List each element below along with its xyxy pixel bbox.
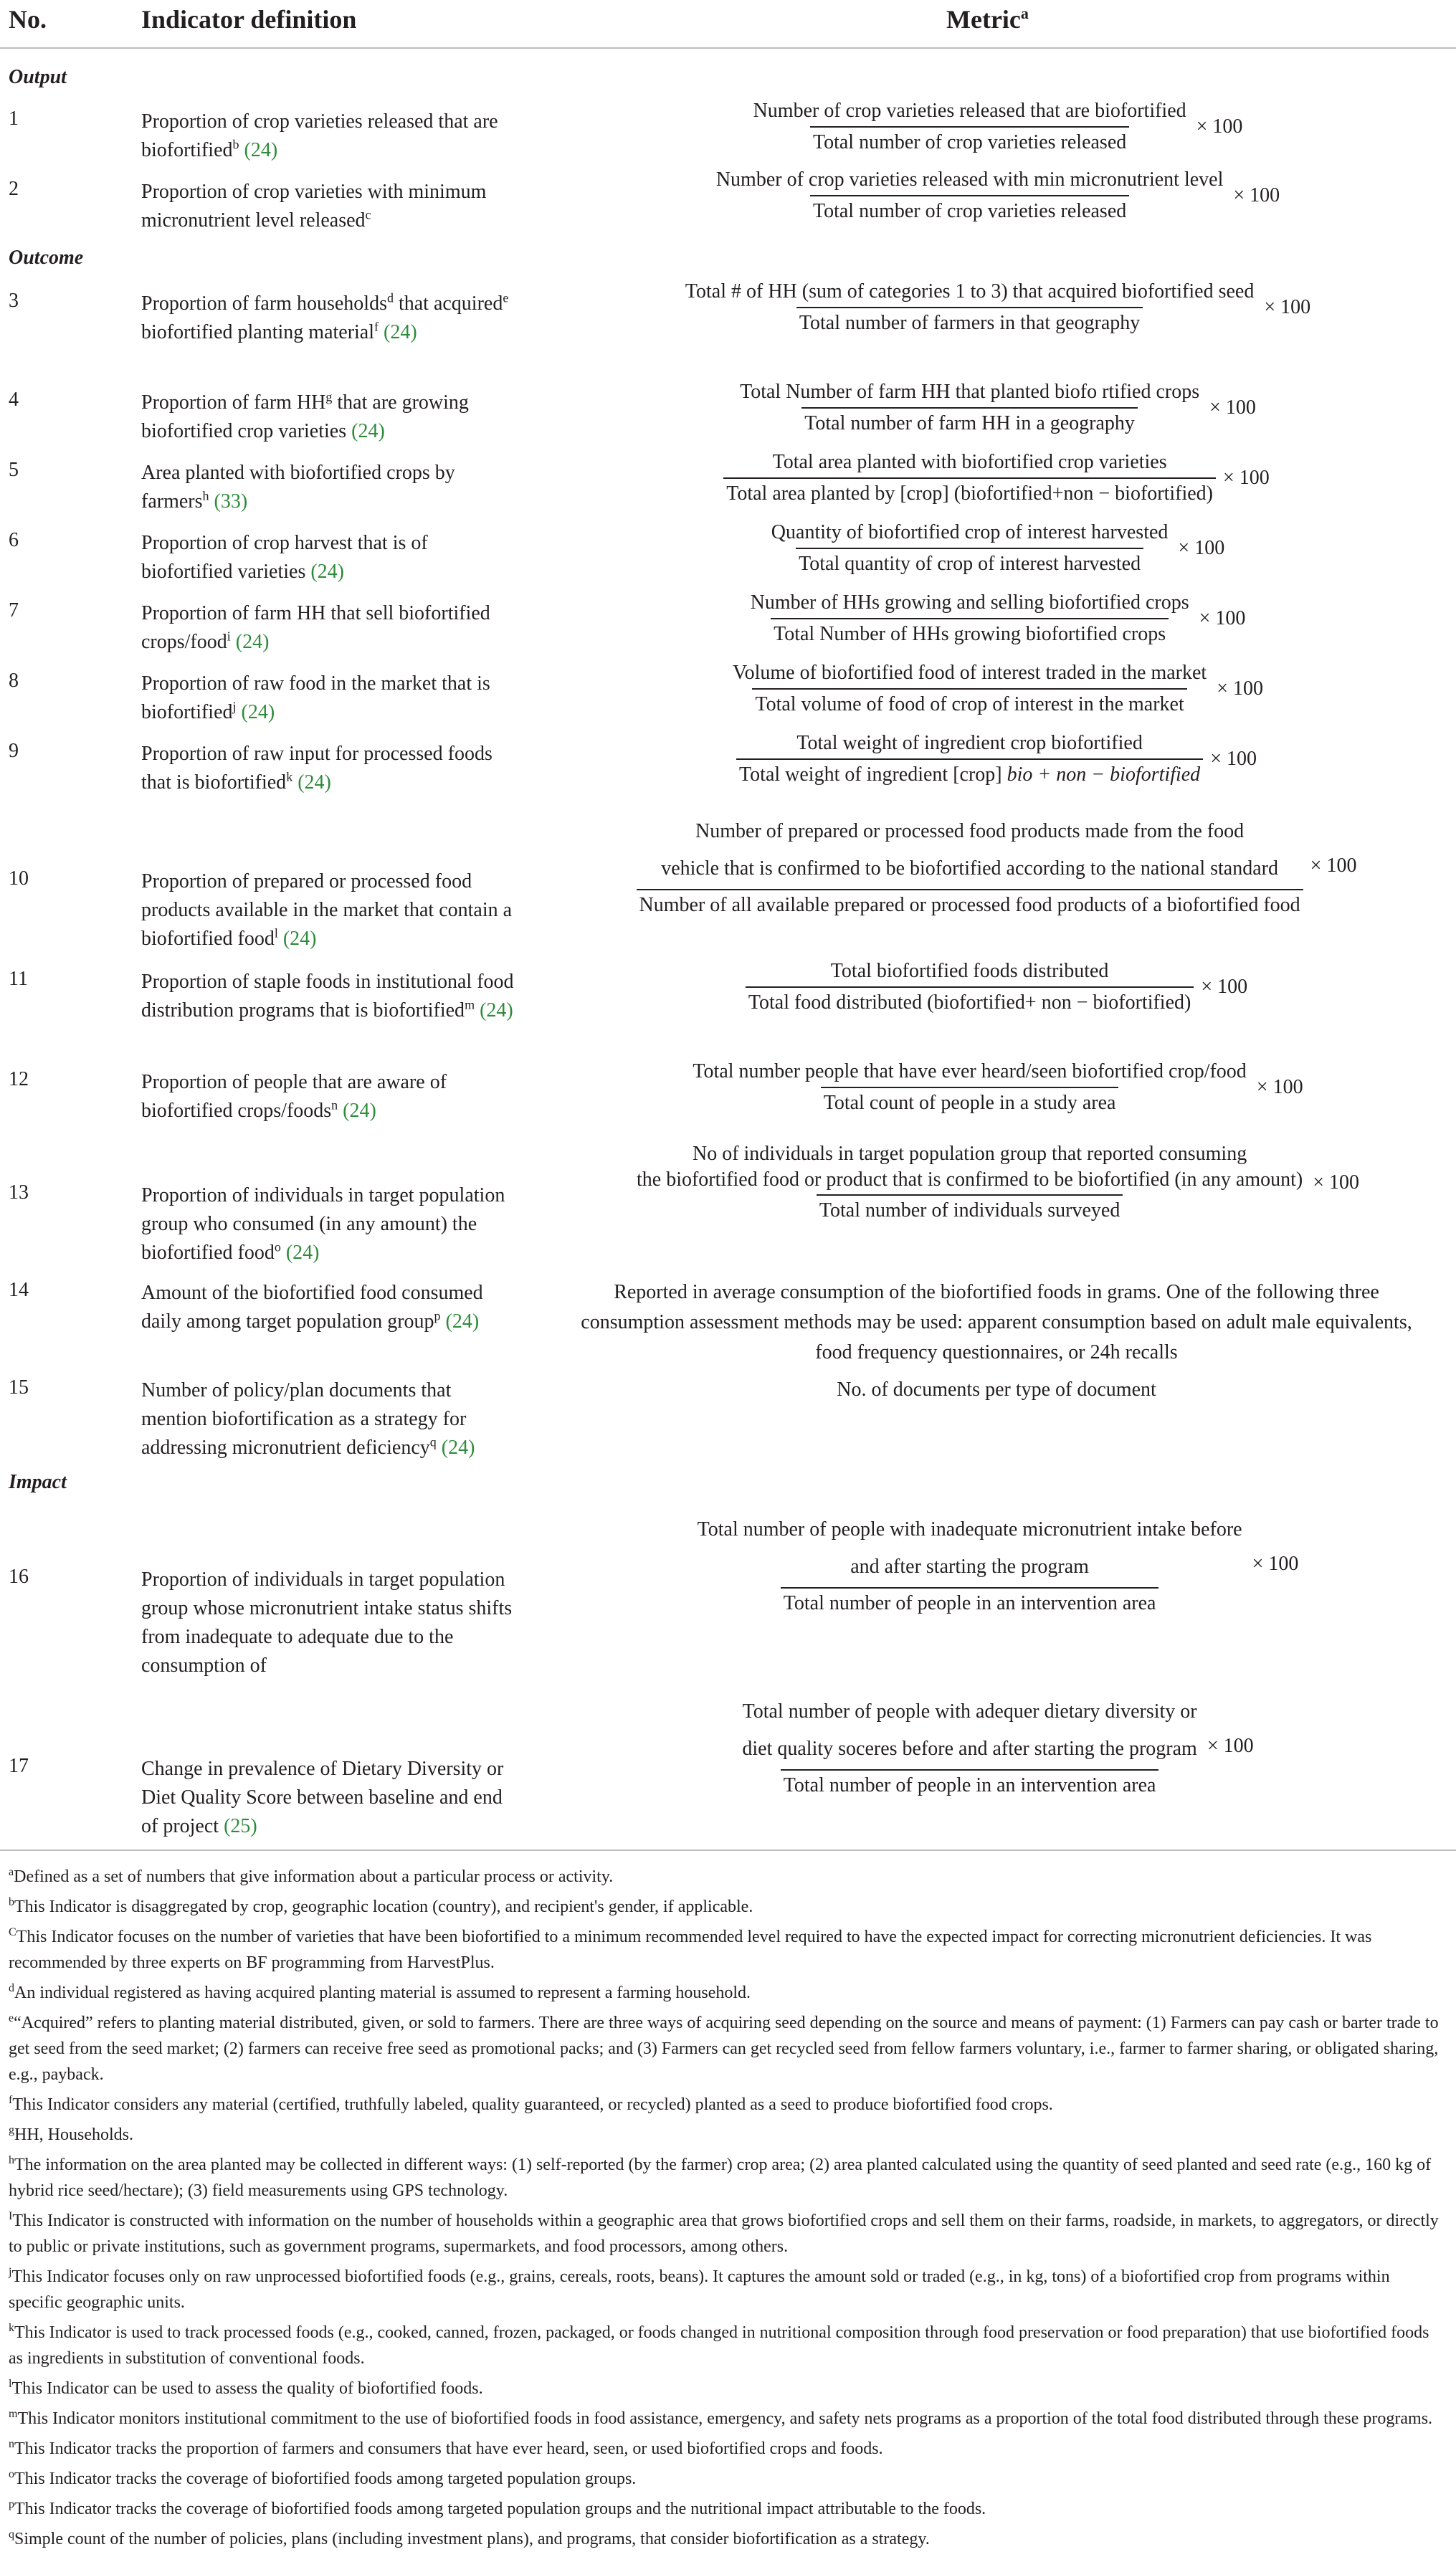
indicator-definition: Number of policy/plan documents that mention biofortification as a strategy for addressing micronutrient deficiency$^q$ (24)	[141, 1379, 475, 1459]
indicator-definition: Proportion of farm HH that sell biofortified crops/food$^i$ (24)	[141, 602, 490, 653]
footnote: $^j$This Indicator focuses only on raw unprocessed biofortified foods (e.g., grains, cereals, roots, beans). It captures the amount sold or traded (e.g., in kg, tons) of a biofortified crop from programs within specific geographic units.	[9, 2266, 1390, 2312]
indicator-definition: Proportion of farm households$^d$ that acquired$^e$ biofortified planting material$^f$ (24)	[141, 290, 509, 343]
citation-link[interactable]: (24)	[310, 561, 345, 583]
header-no: No.	[9, 5, 47, 34]
indicator-definition: Proportion of crop harvest that is of biofortified varieties (24)	[141, 532, 428, 583]
metric-formula: $\frac{\text{Total biofortified foods distributed}}{\text{Total food distributed (biofortified+ non − biofortified)}}$ × 100	[545, 958, 1448, 1016]
metric-formula: $\frac{\text{Number of crop varieties released that are biofortified}}{\text{Total number of crop varieties released}}$ × 100	[545, 97, 1448, 156]
metric-formula: No of individuals in target population group that reported consuming the biofortified food or product that is confirmed to be biofortified (in any amount) Total number of individuals surveyed × 100	[545, 1141, 1448, 1224]
metric-formula: Total number people that have ever heard/seen biofortified crop/food Total count of people in a study area × 100	[545, 1058, 1448, 1117]
metric-description: No. of documents per type of document	[837, 1379, 1156, 1401]
indicator-definition: Proportion of prepared or processed food products available in the market that contain a biofortified food$^l$ (24)	[141, 870, 513, 950]
citation-link[interactable]: (24)	[343, 1100, 376, 1122]
row-number: 8	[9, 670, 19, 692]
metric-formula: $\frac{\text{Volume of biofortified food of interest traded in the market}}{\text{Total volume of food of crop of interest in the market}}$ × 100	[545, 660, 1448, 718]
indicator-definition: Proportion of crop varieties with minimum micronutrient level released$^c$	[141, 181, 487, 232]
citation-link[interactable]: (24)	[384, 321, 417, 343]
citation-link[interactable]: (25)	[224, 1815, 257, 1837]
citation-link[interactable]: (24)	[298, 771, 331, 794]
citation-link[interactable]: (24)	[282, 928, 317, 950]
citation-link[interactable]: (24)	[285, 1242, 320, 1264]
footnote: $^o$This Indicator tracks the coverage of biofortified foods among targeted population groups.	[9, 2468, 637, 2488]
footnote: $^d$An individual registered as having acquired planting material is assumed to represent a farming household.	[9, 1982, 751, 2002]
row-number: 12	[9, 1068, 29, 1090]
indicator-definition: Proportion of individuals in target population group who consumed (in any amount) the biofortified food$^o$ (24)	[141, 1184, 505, 1264]
footnote: $^C$This Indicator focuses on the number of varieties that have been biofortified to a minimum recommended level required to have the expected impact for correcting micronutrient deficiencies. It was recommended by three experts on BF programming from HarvestPlus.	[9, 1926, 1372, 1972]
header-rule	[0, 47, 1456, 49]
footnote: $^k$This Indicator is used to track processed foods (e.g., cooked, canned, frozen, packaged, or foods changed in nutritional composition through food preservation or food preparation) that use biofortified foods as ingredients in substitution of conventional foods.	[9, 2322, 1429, 2368]
row-number: 4	[9, 389, 19, 411]
indicator-definition: Proportion of crop varieties released that are biofortified$^b$ (24)	[141, 110, 498, 161]
footnote: $^a$Defined as a set of numbers that give information about a particular process or activity.	[9, 1866, 614, 1886]
metric-formula: Number of crop varieties released with min micronutrient level Total number of crop varieties released × 100	[545, 166, 1448, 225]
footnote: $^g$HH, Households.	[9, 2124, 133, 2144]
footnote: $^I$This Indicator is constructed with information on the number of households within a geographic area that grows biofortified crops and sell them on their farms, roadside, in markets, to aggregators, or directly to public or private institutions, such as government programs, supermarkets, and food processors, among others.	[9, 2210, 1439, 2256]
citation-link[interactable]: (24)	[244, 139, 278, 161]
row-number: 13	[9, 1181, 29, 1204]
row-number: 17	[9, 1755, 29, 1777]
citation-link[interactable]: (24)	[351, 420, 385, 442]
footnote: $^q$Simple count of the number of policies, plans (including investment plans), and programs, that consider biofortification as a strategy.	[9, 2528, 930, 2548]
footnote: $^b$This Indicator is disaggregated by crop, geographic location (country), and recipient's gender, if applicable.	[9, 1896, 753, 1916]
indicator-definition: Proportion of individuals in target population group whose micronutrient intake status shifts from inadequate to adequate due to the consumption of	[141, 1568, 513, 1677]
metric-formula: $\frac{\text{Number of HHs growing and selling biofortified crops}}{\text{Total Number of HHs growing biofortified crops}}$ × 100	[545, 589, 1448, 648]
metric-formula: $\frac{\text{Quantity of biofortified crop of interest harvested}}{\text{Total quantity of crop of interest harvested}}$ × 100	[545, 519, 1448, 578]
citation-link[interactable]: (33)	[214, 490, 248, 513]
citation-link[interactable]: (24)	[241, 701, 275, 723]
indicator-definition: Proportion of farm $HH^g$ that are growing biofortified crop varieties (24)	[141, 389, 469, 442]
row-number: 2	[9, 178, 19, 200]
indicator-definition: Proportion of raw food in the market that is biofortified$^j$ (24)	[141, 672, 490, 723]
citation-link[interactable]: (24)	[441, 1437, 475, 1459]
indicator-definition: Amount of the biofortified food consumed daily among target population group$^p$ (24)	[141, 1282, 483, 1333]
metric-formula: Number of prepared or processed food products made from the food vehicle that is confirmed to be biofortified according to the national standard Number of all available prepared or processed food products of a biofortified food × 100	[545, 813, 1448, 919]
row-number: 1	[9, 108, 19, 130]
metric-formula: Total area planted with biofortified crop varieties Total area planted by [crop] (biofortified+non − biofortified) × 100	[545, 449, 1448, 508]
row-number: 5	[9, 459, 19, 481]
footnote: $^h$The information on the area planted may be collected in different ways: (1) self-reported (by the farmer) crop area; (2) area planted calculated using the quantity of seed planted and seed rate (e.g., 160 kg of hybrid rice seed/hectare); (3) field measurements using GPS technology.	[9, 2154, 1432, 2200]
footnote: $^f$This Indicator considers any material (certified, truthfully labeled, quality guaranteed, or recycled) planted as a seed to produce biofortified food crops.	[9, 2094, 1053, 2114]
table-header	[0, 0, 1456, 46]
row-number: 7	[9, 599, 19, 622]
footnote: $^e$“Acquired” refers to planting material distributed, given, or sold to farmers. There are three ways of acquiring seed depending on the source and means of payment: (1) Farmers can pay cash or barter trade to get seed from the seed market; (2) farmers can receive free seed as promotional packs; and (3) Farmers can get recycled seed from fellow farmers voluntary, i.e., farmer to farmer sharing, or obligated sharing, e.g., payback.	[9, 2012, 1439, 2084]
row-number: 3	[9, 290, 19, 312]
row-number: 6	[9, 529, 19, 551]
metric-formula: Total # of HH (sum of categories 1 to 3) that acquired biofortified seed Total number of farmers in that geography × 100	[545, 278, 1448, 337]
metric-formula: $\frac{\text{Total weight of ingredient crop biofortified}}{\text{Total weight of ingredient [crop] bio + non − biofortified}}$ × 100	[545, 730, 1448, 789]
footnote: $^p$This Indicator tracks the coverage of biofortified foods among targeted population groups and the nutritional impact attributable to the foods.	[9, 2498, 986, 2518]
section-output: Output	[9, 66, 67, 88]
citation-link[interactable]: (24)	[480, 999, 513, 1022]
metric-description: Reported in average consumption of the biofortified foods in grams. One of the following three consumption assessment methods may be used: apparent consumption based on adult male equivalents, food frequency questionnaires, or 24h recalls	[581, 1281, 1412, 1363]
row-number: 9	[9, 740, 19, 762]
row-number: 14	[9, 1279, 29, 1301]
footnote: $^l$This Indicator can be used to assess the quality of biofortified foods.	[9, 2378, 483, 2398]
footnotes	[9, 1860, 1446, 2552]
citation-link[interactable]: (24)	[445, 1310, 480, 1333]
indicator-definition: Proportion of raw input for processed foods that is biofortified$^k$ (24)	[141, 743, 493, 794]
row-number: 15	[9, 1376, 29, 1399]
row-number: 11	[9, 968, 28, 990]
indicator-definition: Area planted with biofortified crops by farmers$^h$ (33)	[141, 462, 455, 513]
indicator-definition: Change in prevalence of Dietary Diversity or Diet Quality Score between baseline and end of project (25)	[141, 1758, 504, 1837]
header-indicator-definition: Indicator definition	[141, 5, 357, 34]
metric-formula: Total number of people with inadequate micronutrient intake before and after starting the program Total number of people in an intervention area × 100	[545, 1511, 1448, 1617]
indicator-definition: Proportion of staple foods in institutional food distribution programs that is biofortified$^m$ (24)	[141, 971, 514, 1022]
citation-link[interactable]: (24)	[235, 631, 270, 653]
section-outcome: Outcome	[9, 247, 84, 269]
footnote-rule	[0, 1849, 1456, 1851]
section-impact: Impact	[9, 1471, 67, 1493]
footnote: $^n$This Indicator tracks the proportion of farmers and consumers that have ever heard, seen, or used biofortified crops and foods.	[9, 2438, 883, 2458]
row-number: 10	[9, 867, 29, 890]
metric-formula: $\frac{\text{Total Number of farm HH that planted biofo rtified crops}}{\text{Total number of farm HH in a geography}}$ × 100	[545, 378, 1448, 437]
indicator-definition: Proportion of people that are aware of biofortified crops/foods$^n$ (24)	[141, 1071, 447, 1122]
metric-formula: Total number of people with adequer dietary diversity or diet quality soceres before and after starting the program Total number of people in an intervention area × 100	[545, 1693, 1448, 1799]
header-metric: Metric$^a$	[946, 4, 1029, 34]
footnote: $^m$This Indicator monitors institutional commitment to the use of biofortified foods in food assistance, emergency, and safety nets programs as a proportion of the total food distributed through these programs.	[9, 2408, 1433, 2428]
row-number: 16	[9, 1566, 29, 1588]
